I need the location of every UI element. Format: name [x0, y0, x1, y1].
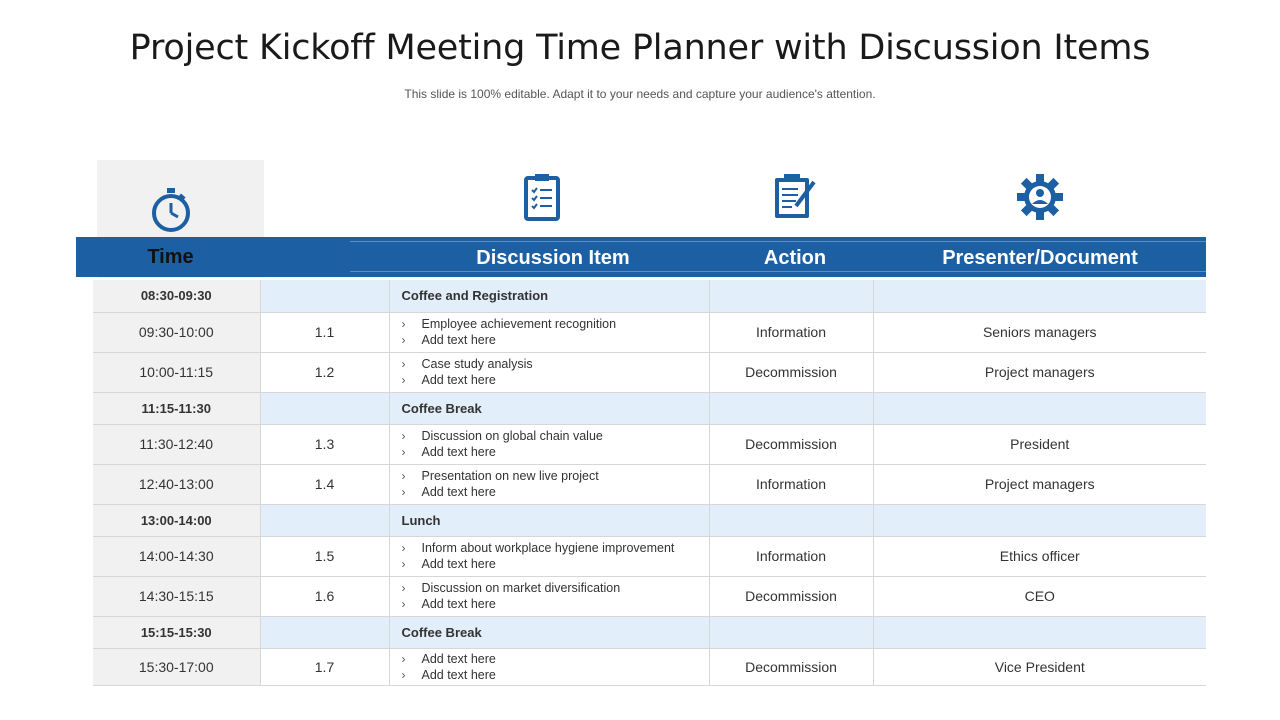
discussion-bullet-text: Add text here — [421, 445, 496, 459]
table-row — [93, 352, 1206, 392]
chevron-right-icon: › — [401, 651, 406, 666]
time-cell: 12:40-13:00 — [93, 464, 260, 504]
discussion-bullet-text: Discussion on global chain value — [421, 429, 603, 443]
action-column-header: Action — [763, 247, 827, 269]
table-row — [93, 648, 1206, 685]
presenter-cell: Project managers — [873, 352, 1206, 392]
item-number-cell: 1.4 — [260, 464, 389, 504]
chevron-right-icon: › — [401, 357, 406, 371]
discussion-cell — [389, 536, 709, 576]
chevron-right-icon: › — [401, 485, 406, 499]
gear-person-icon — [1016, 173, 1064, 221]
time-column-header: Time — [147, 246, 194, 268]
item-number-cell: 1.6 — [260, 576, 389, 616]
chevron-right-icon: › — [401, 445, 406, 459]
table-row — [93, 464, 1206, 504]
discussion-bullet-text: Add text here — [421, 557, 496, 571]
discussion-bullet — [402, 428, 709, 444]
discussion-bullet-text: Add text here — [421, 597, 496, 611]
presenter-cell: CEO — [873, 576, 1206, 616]
break-label-cell: Coffee Break — [389, 392, 709, 424]
discussion-cell — [389, 648, 709, 685]
discussion-cell — [389, 312, 709, 352]
item-number-cell: 1.3 — [260, 424, 389, 464]
clipboard-edit-icon — [772, 172, 818, 220]
presenter-cell — [873, 280, 1206, 312]
discussion-bullet-text: Add text here — [421, 373, 496, 387]
discussion-bullet — [402, 316, 709, 332]
discussion-cell — [389, 464, 709, 504]
presenter-cell: Seniors managers — [873, 312, 1206, 352]
discussion-bullet-text: Add text here — [421, 485, 496, 499]
clipboard-checklist-icon — [522, 173, 562, 221]
discussion-bullet — [402, 651, 709, 667]
action-cell: Decommission — [709, 576, 873, 616]
action-cell — [709, 280, 873, 312]
discussion-bullet — [402, 484, 709, 500]
chevron-right-icon: › — [401, 667, 406, 682]
item-number-cell — [260, 280, 389, 312]
time-cell: 15:30-17:00 — [93, 648, 260, 685]
time-cell: 08:30-09:30 — [93, 280, 260, 312]
item-number-cell: 1.5 — [260, 536, 389, 576]
discussion-bullet — [402, 468, 709, 484]
table-row — [93, 576, 1206, 616]
discussion-bullet — [402, 540, 709, 556]
break-label-cell: Coffee and Registration — [389, 280, 709, 312]
discussion-cell — [389, 424, 709, 464]
discussion-bullet-text: Discussion on market diversification — [421, 581, 621, 595]
presenter-cell — [873, 504, 1206, 536]
presenter-cell: Project managers — [873, 464, 1206, 504]
presenter-cell — [873, 392, 1206, 424]
discussion-bullet-text: Presentation on new live project — [421, 469, 599, 483]
item-number-cell: 1.7 — [260, 648, 389, 685]
chevron-right-icon: › — [401, 541, 406, 555]
time-cell: 13:00-14:00 — [93, 504, 260, 536]
action-cell — [709, 504, 873, 536]
break-row — [93, 616, 1206, 648]
discussion-bullet — [402, 444, 709, 460]
action-cell: Decommission — [709, 648, 873, 685]
time-cell: 14:30-15:15 — [93, 576, 260, 616]
discussion-cell — [389, 576, 709, 616]
time-cell: 14:00-14:30 — [93, 536, 260, 576]
break-label-cell: Lunch — [389, 504, 709, 536]
break-label-cell: Coffee Break — [389, 616, 709, 648]
chevron-right-icon: › — [401, 597, 406, 611]
schedule-body — [93, 280, 1206, 685]
discussion-bullet — [402, 596, 709, 612]
header-divider-bottom — [350, 271, 1206, 272]
discussion-bullet — [402, 332, 709, 348]
chevron-right-icon: › — [401, 333, 406, 347]
stopwatch-icon — [149, 186, 193, 234]
table-row — [93, 312, 1206, 352]
schedule-table — [93, 280, 1206, 686]
discussion-bullet-text: Employee achievement recognition — [421, 317, 617, 331]
break-row — [93, 280, 1206, 312]
page-title: Project Kickoff Meeting Time Planner with Discussion Items — [129, 28, 1151, 68]
action-cell: Decommission — [709, 352, 873, 392]
time-cell: 15:15-15:30 — [93, 616, 260, 648]
table-row — [93, 536, 1206, 576]
chevron-right-icon: › — [401, 317, 406, 331]
discussion-bullet — [402, 372, 709, 388]
discussion-bullet — [402, 580, 709, 596]
chevron-right-icon: › — [401, 469, 406, 483]
item-number-cell: 1.2 — [260, 352, 389, 392]
discussion-bullet-text: Case study analysis — [421, 357, 533, 371]
discussion-bullet — [402, 356, 709, 372]
discussion-bullet-text: Add text here — [421, 651, 496, 666]
presenter-cell — [873, 616, 1206, 648]
chevron-right-icon: › — [401, 581, 406, 595]
item-number-cell — [260, 392, 389, 424]
discussion-bullet — [402, 667, 709, 683]
discussion-bullet — [402, 556, 709, 572]
action-cell: Information — [709, 312, 873, 352]
action-cell: Information — [709, 536, 873, 576]
break-row — [93, 392, 1206, 424]
page-subtitle: This slide is 100% editable. Adapt it to your needs and capture your audience's attention. — [404, 87, 876, 101]
presenter-cell: Vice President — [873, 648, 1206, 685]
discussion-bullet-text: Inform about workplace hygiene improvement — [421, 541, 675, 555]
time-cell: 09:30-10:00 — [93, 312, 260, 352]
time-cell: 10:00-11:15 — [93, 352, 260, 392]
time-cell: 11:30-12:40 — [93, 424, 260, 464]
chevron-right-icon: › — [401, 557, 406, 571]
chevron-right-icon: › — [401, 429, 406, 443]
discussion-bullet-text: Add text here — [421, 667, 496, 682]
action-cell — [709, 392, 873, 424]
presenter-column-header: Presenter/Document — [942, 247, 1138, 269]
item-number-cell — [260, 504, 389, 536]
discussion-bullet-text: Add text here — [421, 333, 496, 347]
header-divider-top — [350, 241, 1206, 242]
discussion-column-header: Discussion Item — [476, 247, 630, 269]
action-cell: Decommission — [709, 424, 873, 464]
time-cell: 11:15-11:30 — [93, 392, 260, 424]
discussion-cell — [389, 352, 709, 392]
break-row — [93, 504, 1206, 536]
item-number-cell: 1.1 — [260, 312, 389, 352]
action-cell — [709, 616, 873, 648]
action-cell: Information — [709, 464, 873, 504]
presenter-cell: Ethics officer — [873, 536, 1206, 576]
table-row — [93, 424, 1206, 464]
chevron-right-icon: › — [401, 373, 406, 387]
item-number-cell — [260, 616, 389, 648]
presenter-cell: President — [873, 424, 1206, 464]
